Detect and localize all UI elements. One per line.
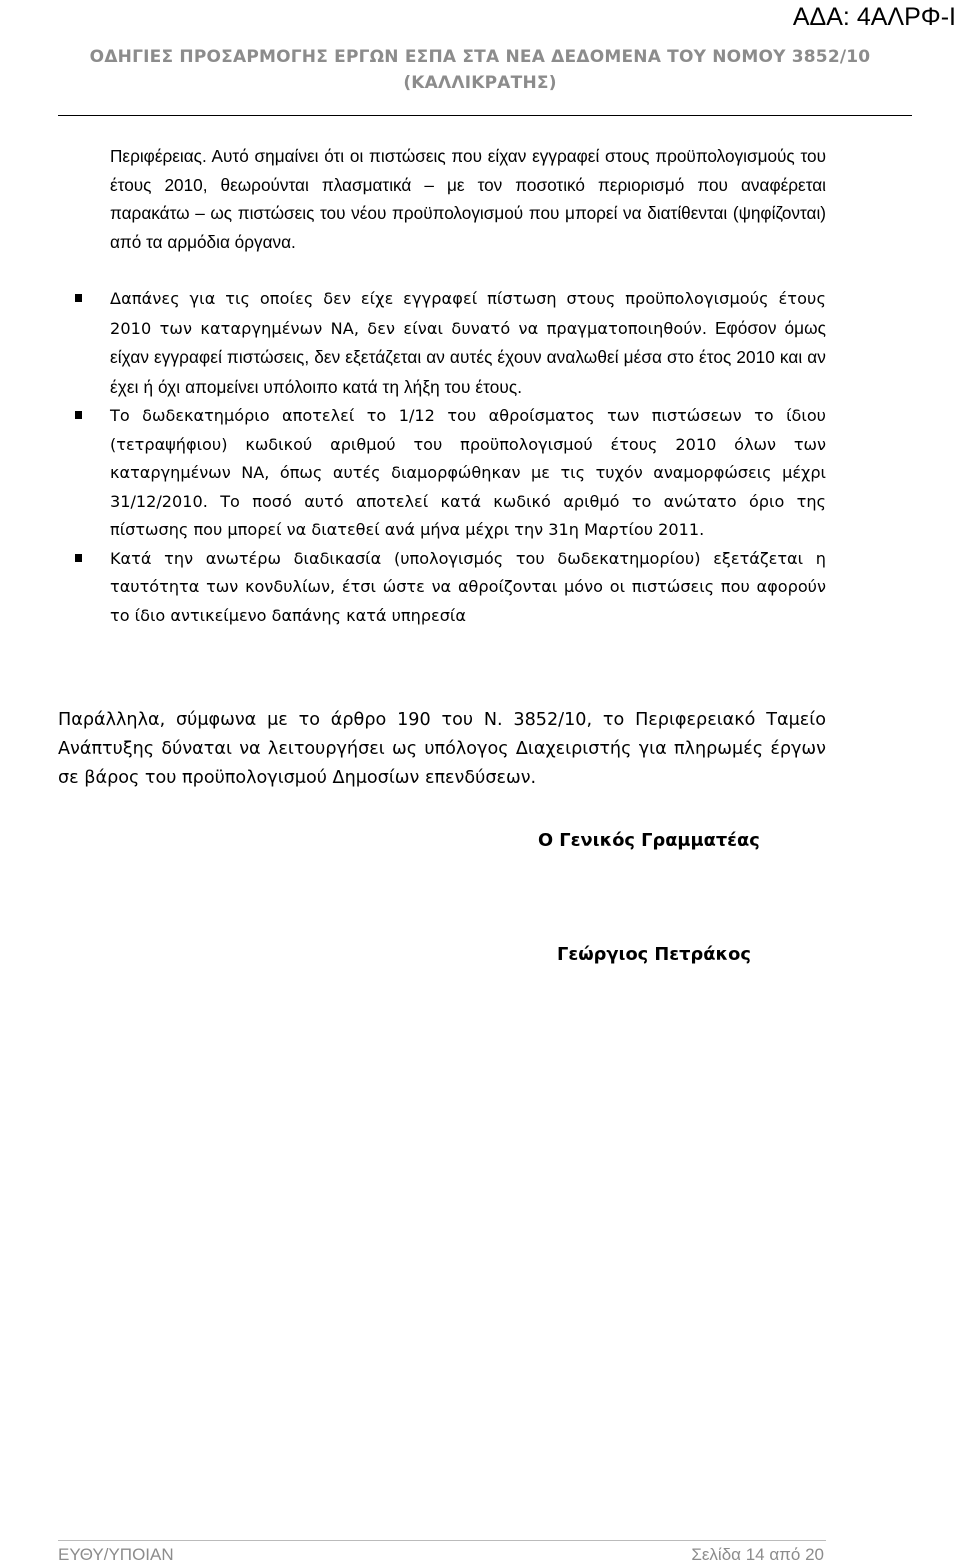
bullet-list [110,285,826,630]
page-number: Σελίδα 14 από 20 [691,1545,824,1564]
bullet-item [110,285,826,402]
square-bullet-icon [75,554,82,562]
square-bullet-icon [75,294,82,302]
signatory-name: Γεώργιος Πετράκος [557,944,751,965]
document-header [0,44,960,96]
signatory-title: Ο Γενικός Γραμματέας [538,830,760,851]
ada-code: ΑΔΑ: 4ΑΛΡΦ-Ι [792,3,956,31]
header-line-1: ΟΔΗΓΙΕΣ ΠΡΟΣΑΡΜΟΓΗΣ ΕΡΓΩΝ ΕΣΠΑ ΣΤΑ ΝΕΑ ΔΕΔΟΜΕΝΑ ΤΟΥ ΝΟΜΟΥ 3852/10 [89,47,871,67]
footer-divider [58,1540,826,1541]
bullet-item [110,545,826,631]
header-line-2: (ΚΑΛΛΙΚΡΑΤΗΣ) [403,73,557,93]
bullet-text: Το δωδεκατημόριο αποτελεί το 1/12 του αθροίσματος των πιστώσεων το ίδιου (τετραψήφιου) κωδικού αριθμού του προϋπολογισμού έτους 2010 όλων των καταργημένων ΝΑ, όπως αυτές διαμορφώθηκαν με τις τυχόν αναμορφώσεις μέχρι 31/12/2010. Το ποσό αυτό αποτελεί κατά κωδικό αριθμό το ανώτατο όριο της πίστωσης που μπορεί να διατεθεί ανά μήνα μέχρι την 31η Μαρτίου 2011. [110,406,826,539]
bullet-text-lead: Δαπάνες για τις οποίες δεν είχε εγγραφεί πίστωση στους προϋπολογισμούς έτους 2010 των καταργημένων ΝΑ, δεν είναι δυνατό να πραγματοποιηθούν. [110,289,826,338]
header-divider [58,115,912,116]
continuation-paragraph: Περιφέρειας. Αυτό σημαίνει ότι οι πιστώσεις που είχαν εγγραφεί στους προϋπολογισμούς του έτους 2010, θεωρούνται πλασματικά – με τον ποσοτικό περιορισμό που αναφέρεται παρακάτω – ως πιστώσεις του νέου προϋπολογισμού που μπορεί να διατίθενται (ψηφίζονται) από τα αρμόδια όργανα. [110,146,826,252]
footer-department: ΕΥΘΥ/ΥΠΟΙΑΝ [58,1545,174,1564]
closing-paragraph: Παράλληλα, σύμφωνα με το άρθρο 190 του Ν. 3852/10, το Περιφερειακό Ταμείο Ανάπτυξης δύναται να λειτουργήσει ως υπόλογος Διαχειριστής για πληρωμές έργων σε βάρος του προϋπολογισμού Δημοσίων επενδύσεων. [58,710,826,788]
square-bullet-icon [75,411,82,419]
bullet-text-tail: Εφόσον όμως είχαν εγγραφεί πιστώσεις, δεν εξετάζεται αν αυτές έχουν αναλωθεί μέσα στο έτος 2010 και αν έχει ή όχι απομείνει υπόλοιπο κατά τη λήξη του έτους. [110,317,827,397]
bullet-item [110,402,826,545]
bullet-text: Κατά την ανωτέρω διαδικασία (υπολογισμός του δωδεκατημορίου) εξετάζεται η ταυτότητα των κονδυλίων, έτσι ώστε να αθροίζονται μόνο οι πιστώσεις που αφορούν το ίδιο αντικείμενο δαπάνης κατά υπηρεσία [110,548,826,625]
